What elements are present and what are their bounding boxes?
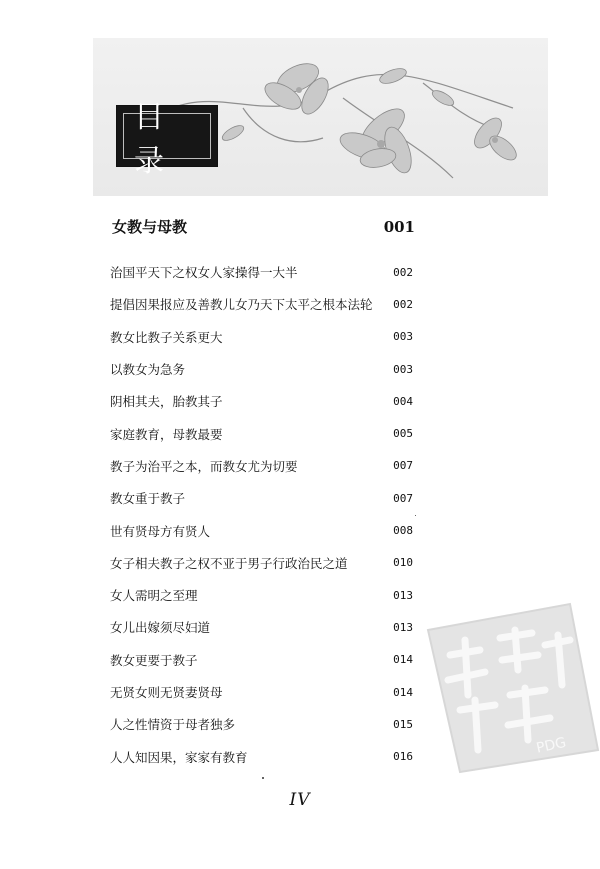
page-title: 目录 — [123, 113, 211, 159]
entry-title: 无贤女则无贤妻贤母 — [110, 685, 223, 700]
entry-title: 治国平天下之权女人家操得一大半 — [110, 265, 298, 281]
scan-speck — [262, 777, 264, 779]
entry-title: 女子相夫教子之权不亚于男子行政治民之道 — [110, 555, 348, 571]
entry-title: 教女比教子关系更大 — [110, 329, 223, 345]
toc-entry[interactable] — [110, 321, 415, 353]
section-title: 女教与母教 — [112, 218, 188, 236]
entry-page: 013 — [393, 588, 413, 602]
entry-page: 008 — [393, 524, 413, 538]
toc-entry[interactable] — [110, 353, 415, 385]
toc-entry[interactable] — [110, 611, 415, 643]
entry-page: 015 — [393, 717, 413, 731]
toc-entry[interactable] — [110, 417, 415, 449]
toc-list — [110, 256, 415, 773]
entry-title: 女人需明之至理 — [110, 588, 198, 604]
toc-entry[interactable] — [110, 740, 415, 772]
entry-title: 家庭教育，母教最要 — [110, 426, 223, 442]
section-heading — [112, 216, 415, 237]
seal-stamp-icon — [420, 600, 600, 775]
entry-page: 016 — [393, 750, 413, 764]
header-banner — [93, 38, 548, 196]
entry-page: 014 — [393, 653, 413, 667]
entry-page: 007 — [393, 491, 413, 505]
entry-page: 002 — [393, 265, 413, 279]
toc-entry[interactable] — [110, 547, 415, 579]
entry-title: 教女更要于教子 — [110, 652, 198, 668]
entry-title: 提倡因果报应及善教儿女乃天下太平之根本法轮 — [110, 297, 373, 313]
page-number: IV — [289, 790, 311, 810]
entry-page: 003 — [393, 330, 413, 344]
entry-page: 002 — [393, 297, 413, 311]
entry-title: 以教女为急务 — [110, 362, 186, 378]
toc-entry[interactable] — [110, 385, 415, 417]
toc-entry[interactable] — [110, 579, 415, 611]
toc-entry[interactable] — [110, 514, 415, 546]
entry-page: 010 — [393, 556, 413, 570]
scan-speck — [415, 515, 416, 516]
toc-entry[interactable] — [110, 288, 415, 320]
entry-title: 女儿出嫁须尽妇道 — [110, 620, 211, 636]
entry-title: 教女重于教子 — [110, 491, 186, 507]
toc-entry[interactable] — [110, 482, 415, 514]
toc-entry[interactable] — [110, 450, 415, 482]
entry-page: 014 — [393, 685, 413, 699]
toc-entry[interactable] — [110, 676, 415, 708]
entry-page: 005 — [393, 427, 413, 441]
title-box — [116, 100, 218, 179]
entry-title: 教子为治平之本，而教女尤为切要 — [110, 458, 298, 474]
entry-page: 004 — [393, 394, 413, 408]
toc-entry[interactable] — [110, 256, 415, 288]
entry-title: 人之性情资于母者独多 — [110, 717, 236, 733]
entry-page: 003 — [393, 362, 413, 376]
toc-entry[interactable] — [110, 708, 415, 740]
section-page: 001 — [383, 218, 415, 236]
entry-page: 013 — [393, 620, 413, 634]
toc-entry[interactable] — [110, 644, 415, 676]
entry-page: 007 — [393, 459, 413, 473]
entry-title: 世有贤母方有贤人 — [110, 523, 211, 539]
entry-title: 阴相其夫，胎教其子 — [110, 394, 223, 410]
entry-title: 人人知因果，家家有教育 — [110, 749, 248, 765]
watermark-text: PDG — [534, 734, 568, 757]
